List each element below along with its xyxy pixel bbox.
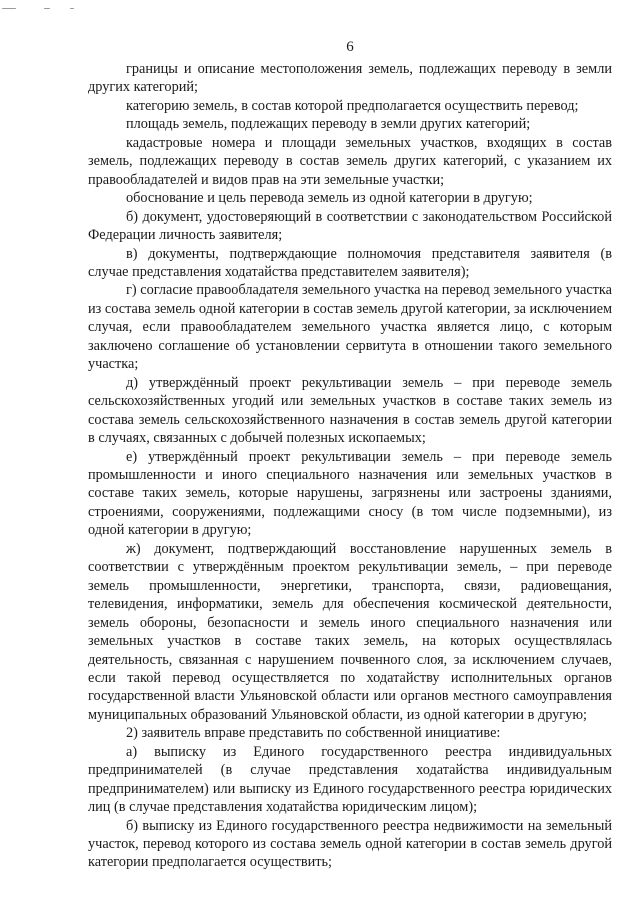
paragraph: б) выписку из Единого государственного реестра недвижимости на земельный участок, перевод которого из состава земель одной категории в состав земель другой категории предполагается осуществить; bbox=[88, 817, 612, 871]
paragraph: е) утверждённый проект рекультивации земель – при переводе земель промышленности и иного специального назначения или земельных участков в составе таких земель, которые нарушены, загрязнены или застроены зданиями, строениями, сооружениями, подлежащими сносу (в том числе подземными), из одной категории в другую; bbox=[88, 448, 612, 539]
document-body bbox=[88, 60, 612, 872]
scan-artifact bbox=[70, 8, 74, 9]
paragraph: ж) документ, подтверждающий восстановление нарушенных земель в соответствии с утверждённым проектом рекультивации земель, – при переводе земель промышленности, энергетики, транспорта, связи, радиовещания, телевидения, информатики, земель для обеспечения космической деятельности, земель обороны, безопасности и земель иного специального назначения или земельных участков в составе таких земель, на которых осуществлялась деятельность, связанная с нарушением почвенного слоя, за исключением случаев, если такой перевод осуществляется по ходатайству исполнительных органов государственной власти Ульяновской области или органов местного самоуправления муниципальных образований Ульяновской области, из одной категории в другую; bbox=[88, 540, 612, 723]
paragraph: б) документ, удостоверяющий в соответствии с законодательством Российской Федерации личность заявителя; bbox=[88, 208, 612, 244]
page-number: 6 bbox=[346, 39, 354, 55]
paragraph: границы и описание местоположения земель, подлежащих переводу в земли других категорий; bbox=[88, 61, 612, 96]
paragraph: обоснование и цель перевода земель из одной категории в другую; bbox=[126, 190, 533, 207]
paragraph: кадастровые номера и площади земельных участков, входящих в состав земель, подлежащих переводу в состав земель других категорий, с указанием их правообладателей и видов прав на эти земельные участки; bbox=[88, 134, 612, 188]
paragraph: г) согласие правообладателя земельного участка на перевод земельного участка из состава земель одной категории в состав земель другой категории, за исключением случая, если правообладателем земельного участка является лицо, с которым заключено соглашение об установлении сервитута в отношении такого земельного участка; bbox=[88, 282, 613, 373]
paragraph: а) выписку из Единого государственного реестра индивидуальных предпринимателей (в случае представления ходатайства индивидуальным предпринимателем) или выписку из Единого государственного реестра юридических лиц (в случае представления ходатайства юридическим лицом); bbox=[88, 743, 612, 816]
paragraph: категорию земель, в состав которой предполагается осуществить перевод; bbox=[126, 97, 579, 114]
scan-artifact bbox=[44, 8, 50, 9]
paragraph: в) документы, подтверждающие полномочия представителя заявителя (в случае представления ходатайства представителем заявителя); bbox=[88, 245, 612, 280]
paragraph: д) утверждённый проект рекультивации земель – при переводе земель сельскохозяйственных угодий или земельных участков в составе таких земель из состава земель сельскохозяйственного назначения в состав земель другой категории в случаях, связанных с добычей полезных ископаемых; bbox=[88, 374, 612, 447]
paragraph: 2) заявитель вправе представить по собственной инициативе: bbox=[126, 725, 501, 742]
scan-artifact bbox=[2, 8, 16, 9]
paragraph: площадь земель, подлежащих переводу в земли других категорий; bbox=[126, 116, 531, 133]
